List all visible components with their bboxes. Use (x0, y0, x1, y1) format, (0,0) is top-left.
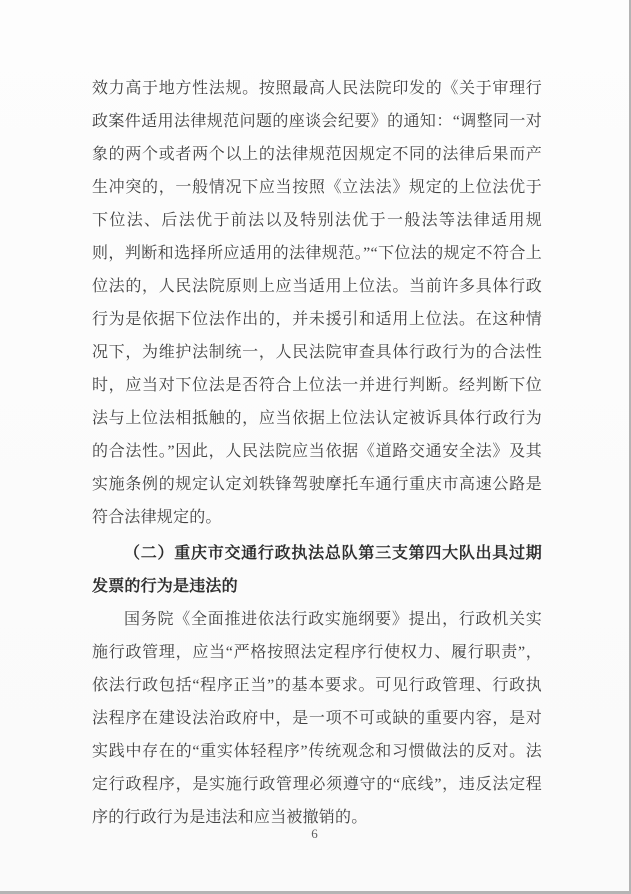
paragraph-continuation: 效力高于地方性法规。按照最高人民法院印发的《关于审理行政案件适用法律规范问题的座谈会纪要》的通知：“调整同一对象的两个或者两个以上的法律规范因规定不同的法律后果而产生冲突的，一般情况下应当按照《立法法》规定的上位法优于下位法、后法优于前法以及特别法优于一般法等法律适用规则，判断和选择所应适用的法律规范。”“下位法的规定不符合上位法的，人民法院原则上应当适用上位法。当前许多具体行政行为是依据下位法作出的，并未援引和适用上位法。在这种情况下，为维护法制统一，人民法院审查具体行政行为的合法性时，应当对下位法是否符合上位法一并进行判断。经判断下位法与上位法相抵触的，应当依据上位法认定被诉具体行政行为的合法性。”因此，人民法院应当依据《道路交通安全法》及其实施条例的规定认定刘轶锋驾驶摩托车通行重庆市高速公路是符合法律规定的。 (92, 80, 542, 526)
page-number: 6 (311, 826, 318, 841)
paragraph-body: 国务院《全面推进依法行政实施纲要》提出，行政机关实施行政管理，应当“严格按照法定程序行使权力、履行职责”，依法行政包括“程序正当”的基本要求。可见行政管理、行政执法程序在建设法治政府中，是一项不可或缺的重要内容，是对实践中存在的“重实体轻程序”传统观念和习惯做法的反对。法定行政程序，是实施行政管理必须遵守的“底线”，违反法定程序的行政行为是违法和应当被撤销的。 (92, 611, 542, 826)
page-content (92, 72, 542, 834)
section-heading: （二）重庆市交通行政执法总队第三支第四大队出具过期发票的行为是违法的 (92, 545, 542, 595)
